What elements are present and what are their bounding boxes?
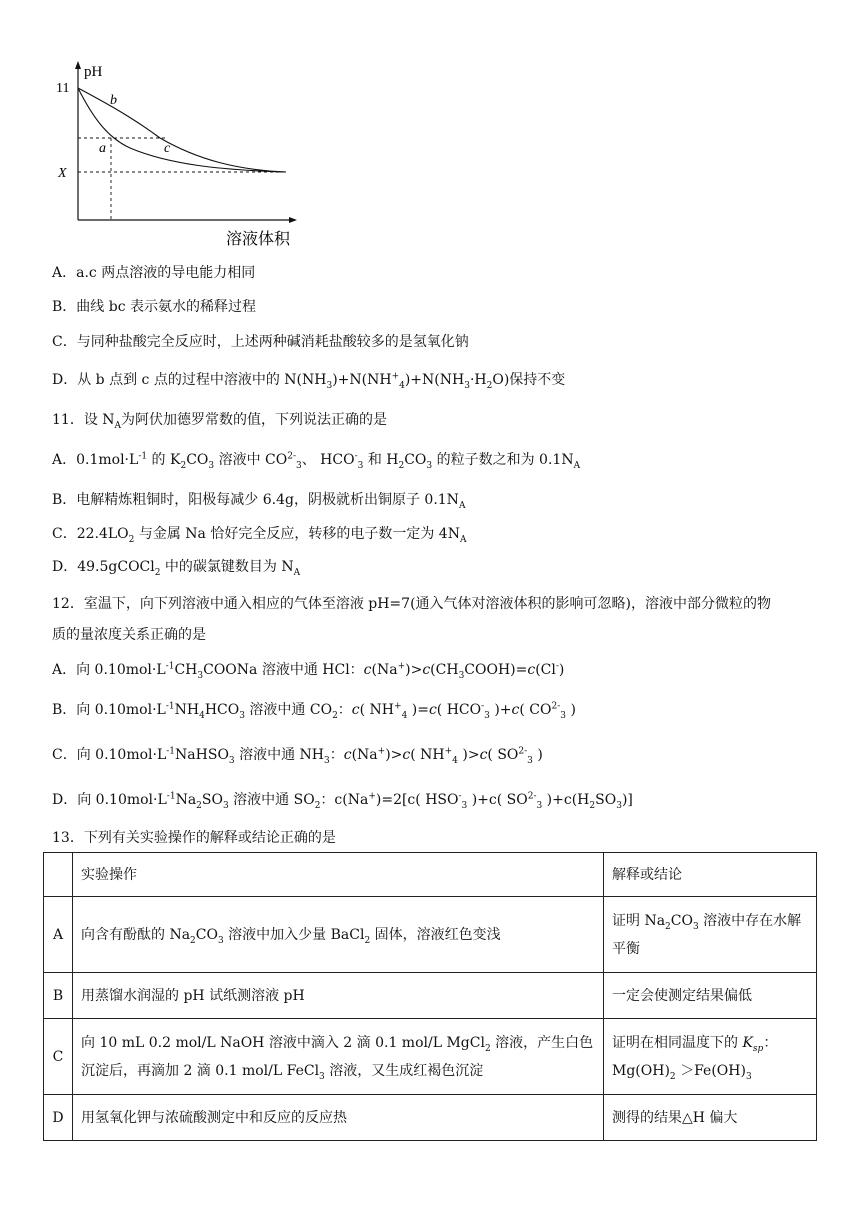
row-c-operation: 向 10 mL 0.2 mol/L NaOH 溶液中滴入 2 滴 0.1 mol/L MgCl$_2$ 溶液，产生白色沉淀后，再滴加 2 滴 0.1 mol/L FeCl$_3$ 溶液，又生成红褐色沉淀 [73, 1019, 604, 1095]
q11-option-d-part1: D．49.5gCOCl [52, 559, 155, 575]
row-a-label: A [44, 897, 73, 973]
y-axis-label: pH [84, 64, 103, 80]
row-b-operation: 用蒸馏水润湿的 pH 试纸测溶液 pH [73, 973, 604, 1019]
row-b-label: B [44, 973, 73, 1019]
row-d-label: D [44, 1095, 73, 1141]
q12-option-b: B．向 $0.10mol\cdot L^{-1}NH_4HCO_3$ 溶液中通 $CO_2$：c( $NH^+_4$ )=c( $HCO^-_3$ )+c( $CO^{2-}_3$ ) [52, 701, 576, 721]
header-operation: 实验操作 [73, 853, 604, 897]
q10-option-d: D．从 b 点到 c 点的过程中溶液中的 $N(NH_3)+N(NH^+_4)+N(NH_3\cdot H_2O)$保持不变 [52, 371, 566, 391]
table-header-row [44, 853, 817, 897]
q11-stem-part2: 为阿伏加德罗常数的值，下列说法正确的是 [121, 412, 388, 428]
y-tick-x: X [58, 166, 67, 181]
experiment-table [43, 852, 817, 1141]
table-row [44, 897, 817, 973]
q10-option-b: B．曲线 bc 表示氨水的稀释过程 [52, 299, 256, 315]
row-c-label: C [44, 1019, 73, 1095]
x-axis-label: 溶液体积 [226, 229, 291, 248]
header-index-cell [44, 853, 73, 897]
q11-stem: 11．设 $N_A$为阿伏加德罗常数的值，下列说法正确的是 [52, 412, 388, 431]
row-c-conclusion: 证明在相同温度下的 $K_{sp}$：$Mg(OH)_2 >Fe(OH)_3$ [604, 1019, 817, 1095]
label-c: c [164, 141, 171, 156]
q12-option-c: C．向 $0.10mol\cdot L^{-1}NaHSO_3$ 溶液中通 $NH_3$：c(Na+)>c( $NH^+_4$ )>c( $SO^{2-}_3$ ) [52, 746, 543, 766]
y-tick-11: 11 [56, 81, 70, 96]
q11-option-b-text: B．电解精炼粗铜时，阳极每减少 6.4g，阴极就析出铜原子 0.1N [52, 492, 459, 508]
x-axis-arrow [289, 217, 297, 223]
q10-option-a: A．a.c 两点溶液的导电能力相同 [52, 265, 256, 281]
q11-option-d: D．49.5gCOCl$_2$ 中的碳氯键数目为 $N_A$ [52, 559, 301, 578]
q12-stem-line1: 12．室温下，向下列溶液中通入相应的气体至溶液 pH=7(通入气体对溶液体积的影响可忽略)，溶液中部分微粒的物 [52, 596, 771, 612]
label-a: a [99, 141, 106, 156]
table-row [44, 973, 817, 1019]
row-b-conclusion: 一定会使测定结果偏低 [604, 973, 817, 1019]
ph-dilution-chart [48, 56, 308, 250]
q11-option-d-part2: 中的碳氯键数目为 N [160, 559, 294, 575]
row-a-conclusion: 证明 $Na_2CO_3$ 溶液中存在水解平衡 [604, 897, 817, 973]
row-a-operation: 向含有酚酞的 $Na_2CO_3$ 溶液中加入少量 BaCl$_2$ 固体，溶液红色变浅 [73, 897, 604, 973]
table-row [44, 1019, 817, 1095]
q12-option-a: A．向 $0.10mol\cdot L^{-1}CH_3COONa$ 溶液中通 HCl：$c(Na^+)>c(CH_3COOH)=c(Cl^-)$ [52, 661, 565, 681]
row-d-operation: 用氢氧化钾与浓硫酸测定中和反应的反应热 [73, 1095, 604, 1141]
q11-option-c: C．$22.4LO_2$ 与金属 Na 恰好完全反应，转移的电子数一定为 $4N_A$ [52, 526, 467, 545]
row-d-conclusion: 测得的结果△H 偏大 [604, 1095, 817, 1141]
label-b: b [110, 93, 117, 108]
q10-option-c: C．与同种盐酸完全反应时，上述两种碱消耗盐酸较多的是氢氧化钠 [52, 334, 469, 350]
q12-stem-line2: 质的量浓度关系正确的是 [52, 627, 206, 643]
q11-option-b: B．电解精炼粗铜时，阳极每减少 6.4g，阴极就析出铜原子 $0.1N_A$ [52, 492, 466, 511]
table-row [44, 1095, 817, 1141]
header-conclusion: 解释或结论 [604, 853, 817, 897]
q11-stem-part1: 11．设 N [52, 412, 115, 428]
q11-option-a: A．$0.1mol\cdot L^{-1}$ 的 $K_2CO_3$ 溶液中 $CO^{2-}_3$、 $HCO^-_3$ 和 $H_2CO_3$ 的粒子数之和为 $0.1N_A$ [52, 451, 581, 471]
y-axis-arrow [75, 61, 81, 69]
q12-option-d: D．向 $0.10mol\cdot L^{-1}Na_2SO_3$ 溶液中通 $SO_2$：c(Na+)=2[c( $HSO^-_3$ )+c( $SO^{2-}_3$ )$+c(H_2SO_3)$] [52, 791, 633, 811]
q13-stem: 13．下列有关实验操作的解释或结论正确的是 [52, 830, 336, 846]
